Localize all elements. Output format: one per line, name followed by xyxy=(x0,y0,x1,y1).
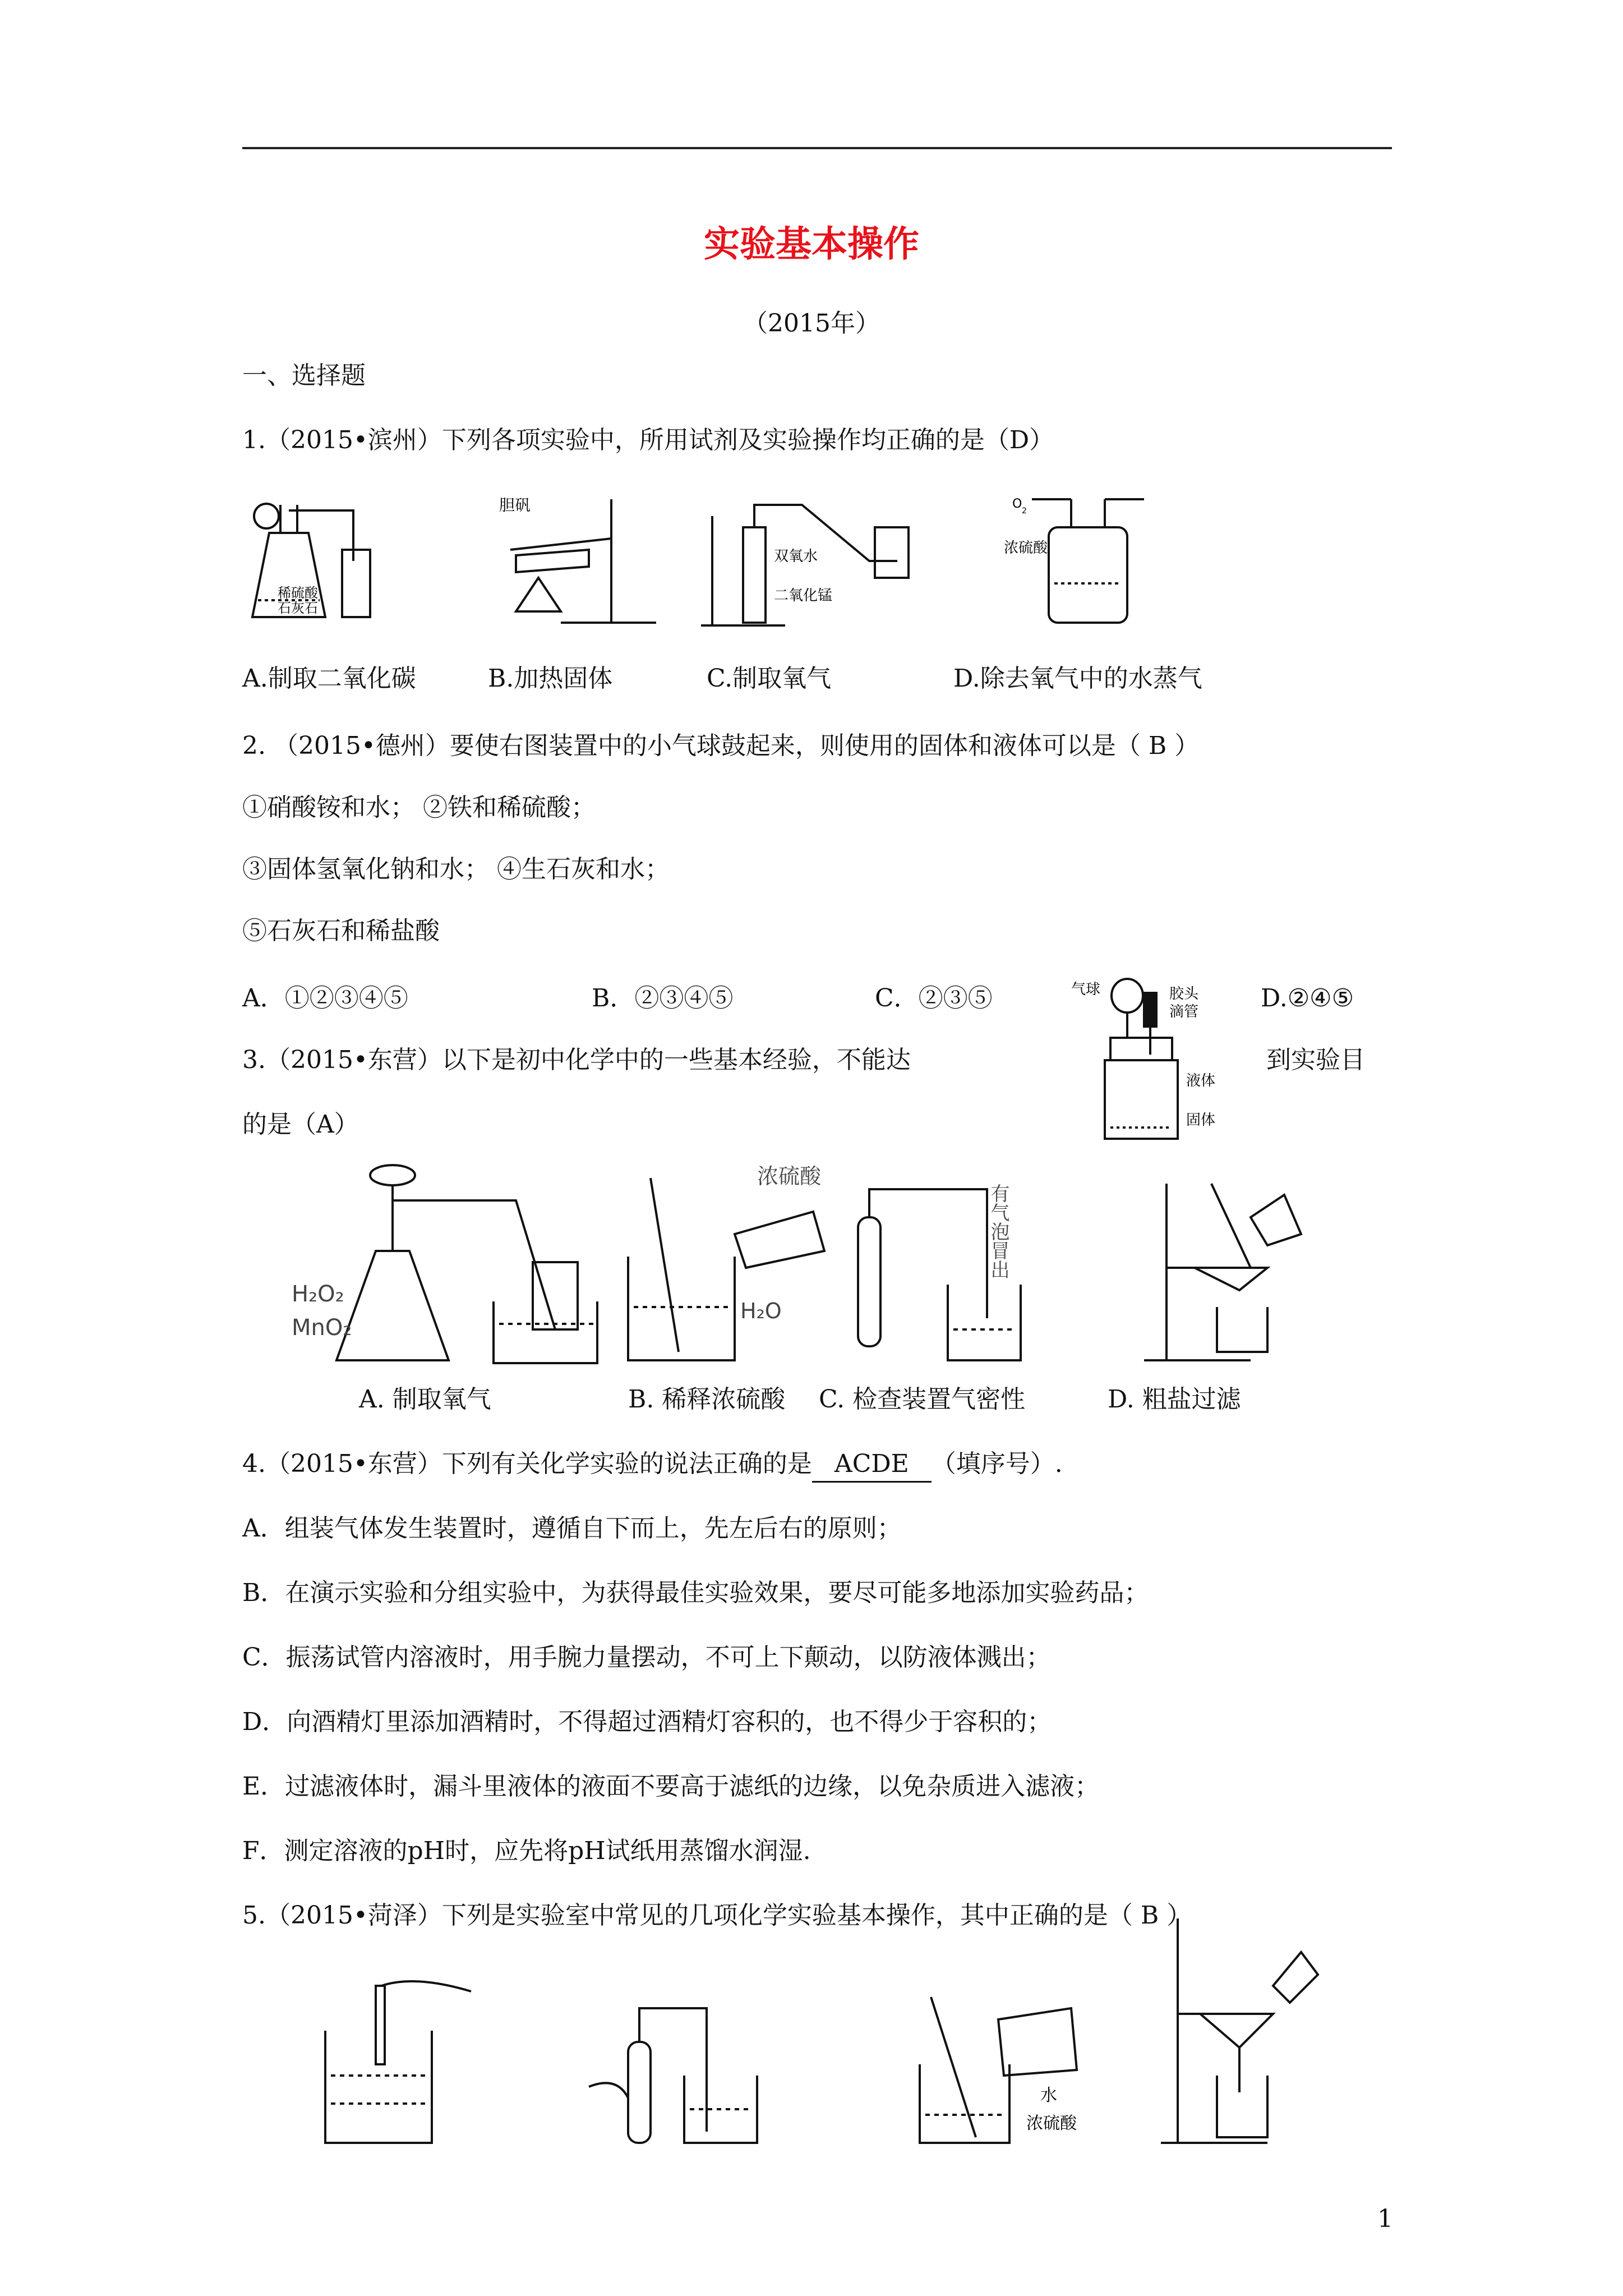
q3-option-a: A. 制取氧气 xyxy=(359,1385,491,1414)
svg-text:浓硫酸: 浓硫酸 xyxy=(1004,540,1048,556)
year-subtitle: （2015年） xyxy=(743,309,880,338)
svg-text:滴管: 滴管 xyxy=(1169,1004,1199,1020)
q1-figure-d xyxy=(1004,488,1150,628)
q2-option-d: D.②④⑤ xyxy=(1261,984,1354,1013)
page-title: 实验基本操作 xyxy=(704,224,919,265)
svg-text:液体: 液体 xyxy=(1186,1073,1216,1089)
q4-item-c: C．振荡试管内溶液时，用手腕力量摆动，不可上下颠动，以防液体溅出； xyxy=(242,1643,1051,1672)
q4-item-a: A．组装气体发生装置时，遵循自下而上，先左后右的原则； xyxy=(242,1514,902,1543)
svg-text:胆矾: 胆矾 xyxy=(499,496,531,514)
q2-stem: 2. （2015•德州）要使右图装置中的小气球鼓起来，则使用的固体和液体可以是（ B ） xyxy=(242,731,1200,760)
q3-option-d: D. 粗盐过滤 xyxy=(1108,1385,1241,1414)
svg-text:固体: 固体 xyxy=(1186,1112,1216,1129)
header-rule xyxy=(242,147,1392,149)
q5-figure-d xyxy=(1155,1907,1324,2148)
q5-stem: 5.（2015•菏泽）下列是实验室中常见的几项化学实验基本操作，其中正确的是（ B ） xyxy=(242,1901,1192,1930)
q4-stem xyxy=(242,1447,1063,1483)
svg-text:有气泡冒出: 有气泡冒出 xyxy=(987,1184,1009,1279)
q2-item-2: ③固体氢氧化钠和水； ④生石灰和水； xyxy=(242,855,670,884)
svg-text:O: O xyxy=(1012,497,1022,511)
q4-item-f: F．测定溶液的pH时，应先将pH试纸用蒸馏水润湿. xyxy=(242,1837,811,1865)
svg-text:双氧水: 双氧水 xyxy=(774,548,818,565)
q2-option-b: B．②③④⑤ xyxy=(592,984,734,1013)
q2-item-3: ⑤石灰石和稀盐酸 xyxy=(242,917,440,945)
svg-text:浓硫酸: 浓硫酸 xyxy=(1026,2114,1077,2133)
q2-option-c: C．②③⑤ xyxy=(875,984,993,1013)
svg-text:MnO₂: MnO₂ xyxy=(292,1315,352,1341)
q1-option-a: A.制取二氧化碳 xyxy=(242,664,416,693)
q4-stem-text: 4.（2015•东营）下列有关化学实验的说法正确的是 xyxy=(242,1450,812,1478)
svg-text:胶头: 胶头 xyxy=(1169,986,1199,1002)
q3-stem-cont: 到实验目 xyxy=(1266,1046,1365,1074)
q3-stem: 3.（2015•东营）以下是初中化学中的一些基本经验，不能达 xyxy=(242,1046,911,1074)
svg-text:二氧化锰: 二氧化锰 xyxy=(774,587,833,604)
q1-stem: 1.（2015•滨州）下列各项实验中，所用试剂及实验操作均正确的是（D） xyxy=(242,426,1054,454)
q5-figure-a xyxy=(314,1975,482,2148)
q4-item-e: E．过滤液体时，漏斗里液体的液面不要高于滤纸的边缘，以免杂质进入滤液； xyxy=(242,1772,1100,1801)
q3-option-c: C. 检查装置气密性 xyxy=(819,1385,1026,1414)
q3-figure-a xyxy=(292,1161,606,1369)
q1-figure-c xyxy=(701,494,953,628)
section-heading: 一、选择题 xyxy=(242,361,366,390)
svg-text:H₂O₂: H₂O₂ xyxy=(292,1281,344,1307)
q3-figure-b xyxy=(617,1161,830,1369)
q1-option-b: B.加热固体 xyxy=(488,664,613,693)
q2-balloon-apparatus xyxy=(1071,976,1256,1150)
q1-figure-a xyxy=(241,494,409,628)
svg-text:石灰石: 石灰石 xyxy=(278,600,318,616)
q2-option-a: A．①②③④⑤ xyxy=(242,984,408,1013)
q5-figure-b xyxy=(583,1975,763,2148)
q4-item-b: B．在演示实验和分组实验中，为获得最佳实验效果，要尽可能多地添加实验药品； xyxy=(242,1579,1149,1607)
q2-item-1: ①硝酸铵和水； ②铁和稀硫酸； xyxy=(242,793,596,822)
q4-item-d: D．向酒精灯里添加酒精时，不得超过酒精灯容积的，也不得少于容积的； xyxy=(242,1708,1052,1736)
q1-option-d: D.除去氧气中的水蒸气 xyxy=(953,664,1202,693)
q4-answer: ACDE xyxy=(812,1447,932,1483)
q1-figure-b xyxy=(477,488,662,628)
q3-figure-c xyxy=(847,1161,1026,1369)
q4-stem-suffix: （填序号）. xyxy=(931,1450,1063,1478)
svg-text:浓硫酸: 浓硫酸 xyxy=(757,1164,822,1189)
page-number: 1 xyxy=(1377,2205,1393,2233)
svg-text:2: 2 xyxy=(1022,507,1027,516)
svg-text:气球: 气球 xyxy=(1071,981,1101,998)
q3-stem-end: 的是（A） xyxy=(242,1110,359,1139)
q1-option-c: C.制取氧气 xyxy=(707,664,832,693)
svg-text:稀硫酸: 稀硫酸 xyxy=(278,585,318,601)
svg-text:H₂O: H₂O xyxy=(740,1299,782,1323)
q3-figure-d xyxy=(1138,1161,1307,1369)
q5-figure-c xyxy=(909,1975,1110,2148)
svg-text:水: 水 xyxy=(1040,2086,1057,2105)
q3-option-b: B. 稀释浓硫酸 xyxy=(628,1385,786,1414)
